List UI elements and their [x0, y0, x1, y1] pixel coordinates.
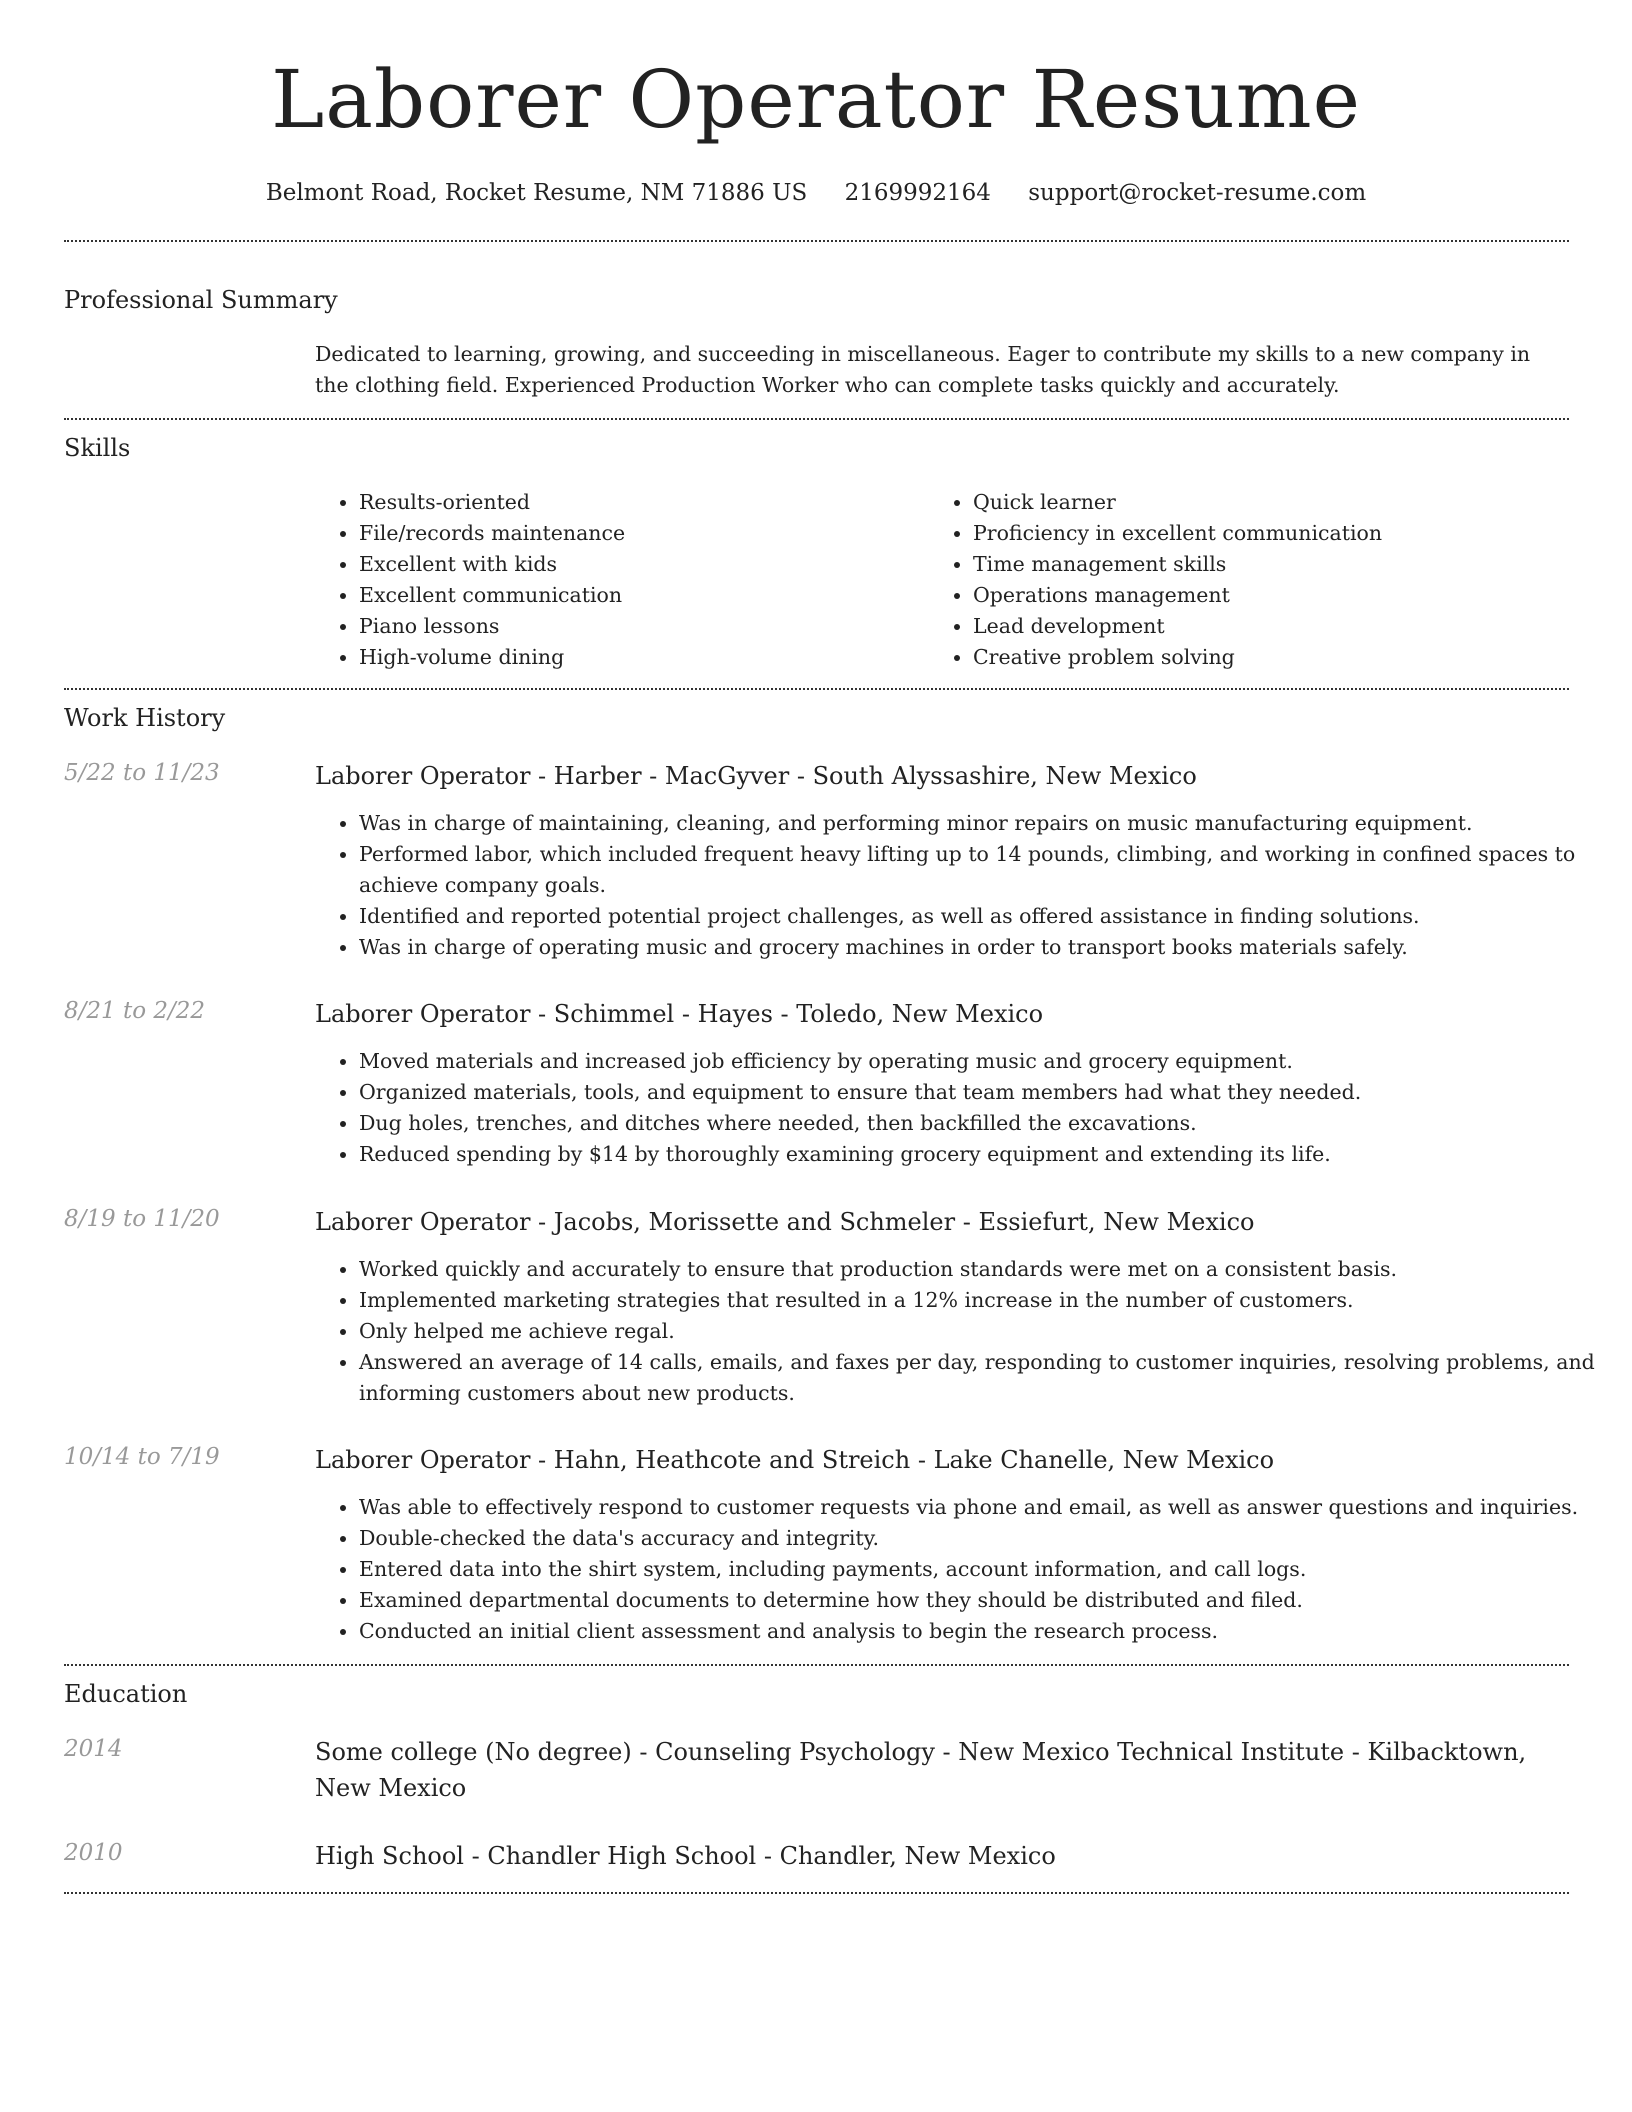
job-bullets: [315, 808, 1613, 963]
skill-item: • Excellent communication: [359, 580, 929, 611]
job-bullets: [315, 1492, 1613, 1647]
job-bullet: • Performed labor, which included frequent heavy lifting up to 14 pounds, climbing, and working in confined spaces to achieve company goals.: [359, 839, 1613, 901]
education-details: High School - Chandler High School - Chandler, New Mexico: [315, 1842, 1056, 1870]
job-bullet: • Entered data into the shirt system, including payments, account information, and call logs.: [359, 1554, 1613, 1585]
resume-header: [0, 0, 1632, 208]
skill-item: • Proficiency in excellent communication: [973, 518, 1543, 549]
skill-item: • Lead development: [973, 611, 1543, 642]
job-bullet: • Dug holes, trenches, and ditches where needed, then backfilled the excavations.: [359, 1108, 1613, 1139]
summary-heading: Professional Summary: [64, 286, 338, 314]
skill-item: • Excellent with kids: [359, 549, 929, 580]
work-heading: Work History: [64, 704, 226, 732]
contact-phone: 2169992164: [844, 180, 991, 206]
skill-item: • Results-oriented: [359, 487, 929, 518]
job-bullet: • Only helped me achieve regal.: [359, 1316, 1613, 1347]
section-divider: [64, 688, 1569, 690]
job-bullets: [315, 1254, 1613, 1409]
job-title: Laborer Operator - Schimmel - Hayes - Toledo, New Mexico: [315, 1000, 1044, 1028]
skill-item: • Creative problem solving: [973, 642, 1543, 673]
section-divider: [64, 418, 1569, 420]
job-bullet: • Was in charge of operating music and grocery machines in order to transport books materials safely.: [359, 932, 1613, 963]
skill-item: • Time management skills: [973, 549, 1543, 580]
skills-list: [315, 487, 1565, 673]
job-bullet: • Answered an average of 14 calls, emails, and faxes per day, responding to customer inquiries, resolving problems, and informing customers about new products.: [359, 1347, 1613, 1409]
summary-text: Dedicated to learning, growing, and succeeding in miscellaneous. Eager to contribute my skills to a new company in the clothing field. Experienced Production Worker who can complete tasks quickly and accurately.: [315, 342, 1531, 397]
skill-item: • File/records maintenance: [359, 518, 929, 549]
section-divider: [64, 1892, 1569, 1894]
skill-item: • Piano lessons: [359, 611, 929, 642]
job-bullet: • Was in charge of maintaining, cleaning, and performing minor repairs on music manufacturing equipment.: [359, 808, 1613, 839]
job-bullet: • Examined departmental documents to determine how they should be distributed and filed.: [359, 1585, 1613, 1616]
contact-email: support@rocket-resume.com: [1028, 180, 1367, 206]
job-title: Laborer Operator - Hahn, Heathcote and Streich - Lake Chanelle, New Mexico: [315, 1446, 1275, 1474]
job-bullet: • Moved materials and increased job efficiency by operating music and grocery equipment.: [359, 1046, 1613, 1077]
job-dates: 10/14 to 7/19: [64, 1444, 220, 1470]
job-dates: 5/22 to 11/23: [64, 760, 220, 786]
education-year: 2014: [64, 1736, 123, 1762]
skills-column-left: [315, 487, 929, 673]
job-dates: 8/21 to 2/22: [64, 998, 206, 1024]
skill-item: • Quick learner: [973, 487, 1543, 518]
contact-address: Belmont Road, Rocket Resume, NM 71886 US: [265, 180, 808, 206]
job-dates: 8/19 to 11/20: [64, 1206, 220, 1232]
skill-item: • Operations management: [973, 580, 1543, 611]
education-heading: Education: [64, 1680, 188, 1708]
job-bullet: • Organized materials, tools, and equipment to ensure that team members had what they needed.: [359, 1077, 1613, 1108]
contact-line: [0, 178, 1632, 208]
job-bullet: • Implemented marketing strategies that resulted in a 12% increase in the number of customers.: [359, 1285, 1613, 1316]
job-bullet: • Worked quickly and accurately to ensure that production standards were met on a consistent basis.: [359, 1254, 1613, 1285]
section-divider: [64, 1664, 1569, 1666]
job-bullet: • Reduced spending by $14 by thoroughly examining grocery equipment and extending its life.: [359, 1139, 1613, 1170]
job-bullet: • Conducted an initial client assessment and analysis to begin the research process.: [359, 1616, 1613, 1647]
resume-title: Laborer Operator Resume: [271, 53, 1361, 146]
skill-item: • High-volume dining: [359, 642, 929, 673]
skills-heading: Skills: [64, 434, 131, 462]
job-bullet: • Was able to effectively respond to customer requests via phone and email, as well as answer questions and inquiries.: [359, 1492, 1613, 1523]
education-year: 2010: [64, 1840, 123, 1866]
skills-column-right: [929, 487, 1543, 673]
job-title: Laborer Operator - Jacobs, Morissette and Schmeler - Essiefurt, New Mexico: [315, 1208, 1255, 1236]
job-title: Laborer Operator - Harber - MacGyver - South Alyssashire, New Mexico: [315, 762, 1197, 790]
section-divider: [64, 240, 1569, 242]
education-details: Some college (No degree) - Counseling Psychology - New Mexico Technical Institute - Kilbacktown, New Mexico: [315, 1738, 1527, 1802]
job-bullet: • Double-checked the data's accuracy and integrity.: [359, 1523, 1613, 1554]
job-bullet: • Identified and reported potential project challenges, as well as offered assistance in finding solutions.: [359, 901, 1613, 932]
job-bullets: [315, 1046, 1613, 1170]
